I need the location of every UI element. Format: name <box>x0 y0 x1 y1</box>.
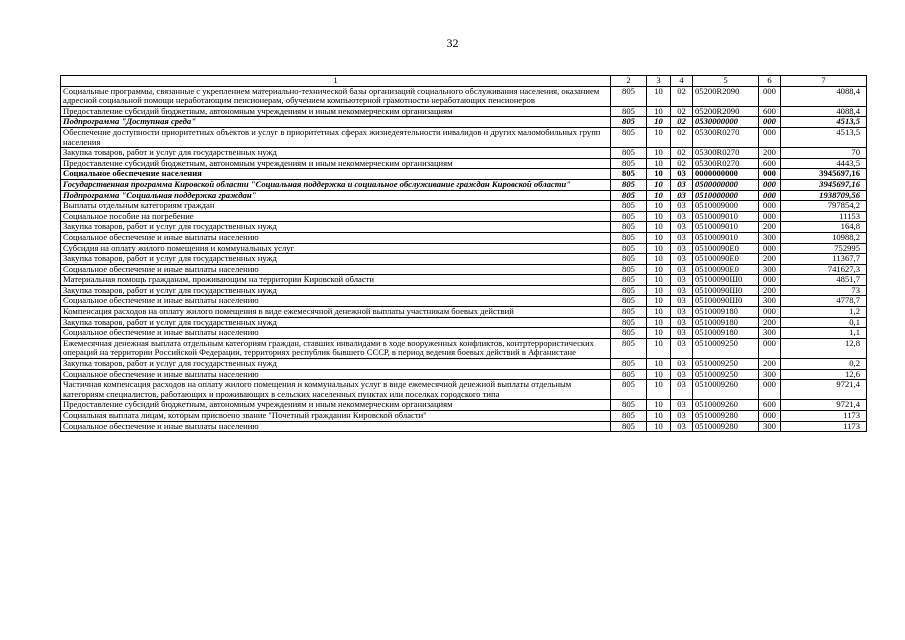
cell-name: Социальное обеспечение и иные выплаты населению <box>61 296 611 307</box>
cell-section: 10 <box>647 275 671 286</box>
cell-subsection: 03 <box>671 211 693 222</box>
cell-target-article: 0510009280 <box>693 421 759 432</box>
table-row <box>61 400 867 411</box>
header-col-2: 2 <box>611 76 647 87</box>
cell-subsection: 03 <box>671 296 693 307</box>
cell-name: Обеспечение доступности приоритетных объектов и услуг в приоритетных сферах жизнедеятельности инвалидов и других маломобильных групп населения <box>61 127 611 147</box>
cell-name: Ежемесячная денежная выплата отдельным категориям граждан, ставших инвалидами в ходе вооруженных конфликтов, контртеррористических операций на территории Российской Федерации, территориях республик бывшего СССР, в период ведения боевых действий в Афганистане <box>61 338 611 358</box>
cell-subsection: 03 <box>671 169 693 180</box>
cell-subsection: 03 <box>671 285 693 296</box>
cell-amount: 0,1 <box>781 317 867 328</box>
cell-target-article: 0510009180 <box>693 317 759 328</box>
cell-ministry-code: 805 <box>611 158 647 169</box>
cell-amount: 741627,3 <box>781 264 867 275</box>
cell-expense-type: 000 <box>759 169 781 180</box>
table-row <box>61 254 867 265</box>
cell-section: 10 <box>647 169 671 180</box>
cell-section: 10 <box>647 254 671 265</box>
cell-name: Социальная выплата лицам, которым присвоено звание "Почетный гражданин Кировской области" <box>61 411 611 422</box>
cell-ministry-code: 805 <box>611 211 647 222</box>
cell-section: 10 <box>647 421 671 432</box>
table-row <box>61 380 867 400</box>
cell-name: Предоставление субсидий бюджетным, автономным учреждениям и иным некоммерческим организациям <box>61 106 611 117</box>
cell-ministry-code: 805 <box>611 411 647 422</box>
cell-amount: 12,8 <box>781 338 867 358</box>
cell-section: 10 <box>647 369 671 380</box>
cell-expense-type: 300 <box>759 369 781 380</box>
cell-section: 10 <box>647 338 671 358</box>
cell-expense-type: 000 <box>759 201 781 212</box>
cell-amount: 1173 <box>781 411 867 422</box>
cell-subsection: 03 <box>671 328 693 339</box>
table-row <box>61 421 867 432</box>
cell-subsection: 03 <box>671 264 693 275</box>
cell-name: Социальное пособие на погребение <box>61 211 611 222</box>
cell-name: Социальное обеспечение и иные выплаты населению <box>61 328 611 339</box>
cell-ministry-code: 805 <box>611 317 647 328</box>
cell-section: 10 <box>647 411 671 422</box>
cell-expense-type: 600 <box>759 400 781 411</box>
table-row <box>61 148 867 159</box>
cell-ministry-code: 805 <box>611 179 647 190</box>
cell-section: 10 <box>647 158 671 169</box>
cell-name: Подпрограмма "Доступная среда" <box>61 117 611 128</box>
cell-subsection: 02 <box>671 158 693 169</box>
cell-target-article: 0510009260 <box>693 380 759 400</box>
table-row <box>61 232 867 243</box>
table-row <box>61 158 867 169</box>
cell-subsection: 03 <box>671 400 693 411</box>
cell-name: Закупка товаров, работ и услуг для государственных нужд <box>61 285 611 296</box>
cell-expense-type: 300 <box>759 232 781 243</box>
header-col-1: 1 <box>61 76 611 87</box>
cell-expense-type: 000 <box>759 338 781 358</box>
cell-name: Компенсация расходов на оплату жилого помещения в виде ежемесячной денежной выплаты участникам боевых действий <box>61 307 611 318</box>
header-col-5: 5 <box>693 76 759 87</box>
cell-section: 10 <box>647 264 671 275</box>
header-col-3: 3 <box>647 76 671 87</box>
cell-expense-type: 300 <box>759 328 781 339</box>
table-row <box>61 359 867 370</box>
cell-expense-type: 200 <box>759 285 781 296</box>
cell-amount: 11367,7 <box>781 254 867 265</box>
cell-target-article: 05200R2090 <box>693 106 759 117</box>
cell-subsection: 03 <box>671 369 693 380</box>
cell-subsection: 03 <box>671 338 693 358</box>
cell-subsection: 03 <box>671 222 693 233</box>
cell-expense-type: 300 <box>759 296 781 307</box>
cell-expense-type: 000 <box>759 411 781 422</box>
cell-ministry-code: 805 <box>611 338 647 358</box>
cell-section: 10 <box>647 359 671 370</box>
cell-target-article: 0510009180 <box>693 307 759 318</box>
cell-amount: 9721,4 <box>781 400 867 411</box>
cell-expense-type: 000 <box>759 179 781 190</box>
cell-section: 10 <box>647 232 671 243</box>
cell-section: 10 <box>647 380 671 400</box>
cell-expense-type: 000 <box>759 127 781 147</box>
cell-section: 10 <box>647 201 671 212</box>
cell-expense-type: 000 <box>759 211 781 222</box>
cell-ministry-code: 805 <box>611 86 647 106</box>
cell-section: 10 <box>647 190 671 201</box>
cell-target-article: 05200R2090 <box>693 86 759 106</box>
cell-expense-type: 300 <box>759 264 781 275</box>
table-row <box>61 201 867 212</box>
cell-name: Предоставление субсидий бюджетным, автономным учреждениям и иным некоммерческим организациям <box>61 400 611 411</box>
cell-section: 10 <box>647 211 671 222</box>
cell-target-article: 05300R0270 <box>693 127 759 147</box>
cell-target-article: 05300R0270 <box>693 148 759 159</box>
cell-target-article: 0510009260 <box>693 400 759 411</box>
cell-subsection: 03 <box>671 179 693 190</box>
cell-expense-type: 200 <box>759 317 781 328</box>
cell-target-article: 0500000000 <box>693 179 759 190</box>
cell-section: 10 <box>647 127 671 147</box>
cell-subsection: 02 <box>671 106 693 117</box>
cell-section: 10 <box>647 307 671 318</box>
cell-ministry-code: 805 <box>611 127 647 147</box>
table-row <box>61 328 867 339</box>
cell-name: Социальные программы, связанные с укреплением материально-технической базы организаций социального обслуживания населения, оказанием адресной социальной помощи неработающим пенсионерам, обучением компьютерной грамотности неработающих пенсионеров <box>61 86 611 106</box>
table-row <box>61 169 867 180</box>
cell-amount: 1,1 <box>781 328 867 339</box>
cell-subsection: 03 <box>671 254 693 265</box>
cell-amount: 73 <box>781 285 867 296</box>
cell-ministry-code: 805 <box>611 421 647 432</box>
table-row <box>61 117 867 128</box>
cell-subsection: 02 <box>671 117 693 128</box>
cell-amount: 10988,2 <box>781 232 867 243</box>
cell-section: 10 <box>647 148 671 159</box>
cell-section: 10 <box>647 317 671 328</box>
cell-expense-type: 000 <box>759 275 781 286</box>
cell-target-article: 05100090Е0 <box>693 264 759 275</box>
cell-name: Закупка товаров, работ и услуг для государственных нужд <box>61 148 611 159</box>
table-body <box>61 86 867 432</box>
cell-subsection: 03 <box>671 359 693 370</box>
table-row <box>61 338 867 358</box>
cell-subsection: 03 <box>671 201 693 212</box>
cell-name: Закупка товаров, работ и услуг для государственных нужд <box>61 222 611 233</box>
cell-subsection: 03 <box>671 380 693 400</box>
cell-subsection: 03 <box>671 411 693 422</box>
cell-amount: 12,6 <box>781 369 867 380</box>
cell-section: 10 <box>647 285 671 296</box>
cell-ministry-code: 805 <box>611 243 647 254</box>
table-row <box>61 86 867 106</box>
cell-subsection: 02 <box>671 127 693 147</box>
header-col-7: 7 <box>781 76 867 87</box>
header-col-4: 4 <box>671 76 693 87</box>
cell-expense-type: 300 <box>759 421 781 432</box>
cell-name: Социальное обеспечение и иные выплаты населению <box>61 421 611 432</box>
budget-table <box>60 75 867 432</box>
cell-expense-type: 600 <box>759 158 781 169</box>
cell-ministry-code: 805 <box>611 380 647 400</box>
cell-target-article: 0510009010 <box>693 232 759 243</box>
cell-expense-type: 000 <box>759 86 781 106</box>
cell-name: Предоставление субсидий бюджетным, автономным учреждениям и иным некоммерческим организациям <box>61 158 611 169</box>
cell-subsection: 03 <box>671 243 693 254</box>
cell-amount: 4088,4 <box>781 86 867 106</box>
cell-section: 10 <box>647 179 671 190</box>
cell-amount: 4851,7 <box>781 275 867 286</box>
cell-name: Субсидия на оплату жилого помещения и коммунальных услуг <box>61 243 611 254</box>
cell-amount: 1938709,56 <box>781 190 867 201</box>
cell-expense-type: 000 <box>759 380 781 400</box>
cell-ministry-code: 805 <box>611 148 647 159</box>
cell-subsection: 02 <box>671 148 693 159</box>
table-row <box>61 264 867 275</box>
cell-ministry-code: 805 <box>611 254 647 265</box>
cell-amount: 9721,4 <box>781 380 867 400</box>
cell-expense-type: 000 <box>759 190 781 201</box>
cell-target-article: 0510009280 <box>693 411 759 422</box>
table-row <box>61 285 867 296</box>
cell-ministry-code: 805 <box>611 275 647 286</box>
cell-name: Государственная программа Кировской области "Социальная поддержка и социальное обслуживание граждан Кировской области" <box>61 179 611 190</box>
cell-amount: 4088,4 <box>781 106 867 117</box>
header-row <box>61 76 867 87</box>
cell-subsection: 03 <box>671 421 693 432</box>
cell-amount: 797854,2 <box>781 201 867 212</box>
cell-target-article: 0510009250 <box>693 369 759 380</box>
cell-expense-type: 200 <box>759 148 781 159</box>
table-row <box>61 411 867 422</box>
cell-name: Социальное обеспечение и иные выплаты населению <box>61 232 611 243</box>
cell-expense-type: 000 <box>759 117 781 128</box>
cell-amount: 0,2 <box>781 359 867 370</box>
cell-name: Социальное обеспечение и иные выплаты населению <box>61 369 611 380</box>
cell-target-article: 05100090Е0 <box>693 243 759 254</box>
cell-name: Социальное обеспечение населения <box>61 169 611 180</box>
table-row <box>61 211 867 222</box>
cell-amount: 3945697,16 <box>781 169 867 180</box>
cell-ministry-code: 805 <box>611 328 647 339</box>
table-row <box>61 179 867 190</box>
cell-amount: 11153 <box>781 211 867 222</box>
cell-section: 10 <box>647 243 671 254</box>
cell-name: Социальное обеспечение и иные выплаты населению <box>61 264 611 275</box>
cell-target-article: 05100090Ш0 <box>693 296 759 307</box>
cell-amount: 70 <box>781 148 867 159</box>
cell-name: Закупка товаров, работ и услуг для государственных нужд <box>61 254 611 265</box>
cell-target-article: 05100090Е0 <box>693 254 759 265</box>
cell-target-article: 0510009000 <box>693 201 759 212</box>
cell-target-article: 0510009010 <box>693 211 759 222</box>
cell-ministry-code: 805 <box>611 359 647 370</box>
cell-expense-type: 200 <box>759 254 781 265</box>
cell-name: Выплаты отдельным категориям граждан <box>61 201 611 212</box>
cell-subsection: 03 <box>671 190 693 201</box>
cell-name: Закупка товаров, работ и услуг для государственных нужд <box>61 359 611 370</box>
cell-expense-type: 000 <box>759 243 781 254</box>
cell-expense-type: 000 <box>759 307 781 318</box>
cell-subsection: 03 <box>671 275 693 286</box>
cell-subsection: 03 <box>671 232 693 243</box>
cell-section: 10 <box>647 86 671 106</box>
cell-target-article: 0510009250 <box>693 338 759 358</box>
cell-section: 10 <box>647 117 671 128</box>
cell-section: 10 <box>647 222 671 233</box>
cell-name: Материальная помощь гражданам, проживающим на территории Кировской области <box>61 275 611 286</box>
cell-expense-type: 200 <box>759 359 781 370</box>
cell-ministry-code: 805 <box>611 201 647 212</box>
table-row <box>61 243 867 254</box>
cell-subsection: 02 <box>671 86 693 106</box>
cell-ministry-code: 805 <box>611 106 647 117</box>
cell-ministry-code: 805 <box>611 285 647 296</box>
cell-expense-type: 200 <box>759 222 781 233</box>
table-row <box>61 106 867 117</box>
cell-ministry-code: 805 <box>611 117 647 128</box>
cell-amount: 1,2 <box>781 307 867 318</box>
table-row <box>61 317 867 328</box>
cell-amount: 4513,5 <box>781 127 867 147</box>
cell-ministry-code: 805 <box>611 232 647 243</box>
cell-expense-type: 600 <box>759 106 781 117</box>
table-row <box>61 307 867 318</box>
cell-target-article: 05300R0270 <box>693 158 759 169</box>
page-number: 32 <box>446 36 459 50</box>
table-row <box>61 275 867 286</box>
cell-subsection: 03 <box>671 307 693 318</box>
cell-subsection: 03 <box>671 317 693 328</box>
cell-amount: 1173 <box>781 421 867 432</box>
cell-target-article: 05100090Ш0 <box>693 285 759 296</box>
cell-section: 10 <box>647 296 671 307</box>
table-row <box>61 296 867 307</box>
cell-amount: 3945697,16 <box>781 179 867 190</box>
cell-name: Подпрограмма "Социальная поддержка граждан" <box>61 190 611 201</box>
cell-target-article: 0510000000 <box>693 190 759 201</box>
table-row <box>61 127 867 147</box>
cell-section: 10 <box>647 328 671 339</box>
cell-name: Закупка товаров, работ и услуг для государственных нужд <box>61 317 611 328</box>
cell-ministry-code: 805 <box>611 296 647 307</box>
cell-amount: 4443,5 <box>781 158 867 169</box>
table-row <box>61 190 867 201</box>
cell-name: Частичная компенсация расходов на оплату жилого помещения и коммунальных услуг в виде ежемесячной денежной выплаты отдельным категориям специалистов, работающих и проживающих в сельских населенных пунктах или поселках городского типа <box>61 380 611 400</box>
cell-ministry-code: 805 <box>611 264 647 275</box>
cell-target-article: 0510009180 <box>693 328 759 339</box>
cell-ministry-code: 805 <box>611 307 647 318</box>
cell-ministry-code: 805 <box>611 400 647 411</box>
cell-amount: 752995 <box>781 243 867 254</box>
cell-section: 10 <box>647 106 671 117</box>
cell-target-article: 0510009250 <box>693 359 759 370</box>
table-row <box>61 369 867 380</box>
table-row <box>61 222 867 233</box>
cell-target-article: 0000000000 <box>693 169 759 180</box>
header-col-6: 6 <box>759 76 781 87</box>
budget-table-container <box>60 75 866 432</box>
cell-ministry-code: 805 <box>611 369 647 380</box>
cell-target-article: 0510009010 <box>693 222 759 233</box>
cell-amount: 4778,7 <box>781 296 867 307</box>
cell-ministry-code: 805 <box>611 190 647 201</box>
cell-section: 10 <box>647 400 671 411</box>
cell-ministry-code: 805 <box>611 222 647 233</box>
cell-amount: 4513,5 <box>781 117 867 128</box>
cell-target-article: 0530000000 <box>693 117 759 128</box>
cell-amount: 164,8 <box>781 222 867 233</box>
cell-ministry-code: 805 <box>611 169 647 180</box>
cell-target-article: 05100090Ш0 <box>693 275 759 286</box>
